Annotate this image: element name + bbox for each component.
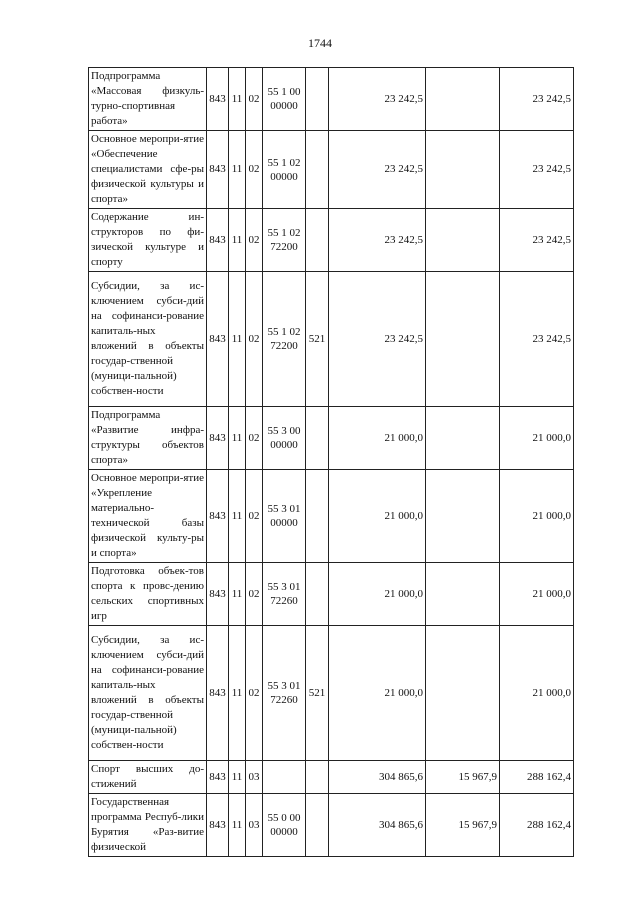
federal-amount-cell xyxy=(426,563,500,626)
name-cell: Содержание ин-структоров по фи-зической культуре и спорту xyxy=(89,209,207,272)
subsection-code-cell: 02 xyxy=(246,470,263,563)
section-code-cell: 11 xyxy=(229,626,246,761)
expense-type-cell xyxy=(306,470,329,563)
target-code-cell xyxy=(263,407,306,470)
ministry-code-cell: 843 xyxy=(207,470,229,563)
section-code-cell: 11 xyxy=(229,563,246,626)
table-row xyxy=(89,626,574,761)
subsection-code-cell: 03 xyxy=(246,761,263,794)
republic-amount-cell: 21 000,0 xyxy=(500,470,574,563)
target-code-line2: 00000 xyxy=(270,517,298,529)
table-row xyxy=(89,470,574,563)
target-code-line2: 00000 xyxy=(270,100,298,112)
target-code-line1: 55 1 02 xyxy=(267,156,301,169)
table-row xyxy=(89,794,574,857)
target-code-cell xyxy=(263,563,306,626)
ministry-code-cell: 843 xyxy=(207,131,229,209)
total-amount-cell: 304 865,6 xyxy=(329,761,426,794)
name-cell: Спорт высших до-стижений xyxy=(89,761,207,794)
target-code-cell xyxy=(263,131,306,209)
total-amount-cell: 23 242,5 xyxy=(329,131,426,209)
target-code-line2: 72260 xyxy=(270,595,298,607)
target-code-line2: 00000 xyxy=(270,170,298,183)
federal-amount-cell: 15 967,9 xyxy=(426,761,500,794)
republic-amount-cell: 23 242,5 xyxy=(500,209,574,272)
target-code-cell xyxy=(263,626,306,761)
subsection-code-cell: 03 xyxy=(246,794,263,857)
ministry-code-cell: 843 xyxy=(207,794,229,857)
table-body xyxy=(89,68,574,857)
name-cell: Подготовка объек-тов спорта к провс-дению сельских спортивных игр xyxy=(89,563,207,626)
table-row xyxy=(89,761,574,794)
republic-amount-cell: 21 000,0 xyxy=(500,626,574,761)
subsection-code-cell: 02 xyxy=(246,131,263,209)
subsection-code-cell: 02 xyxy=(246,626,263,761)
subsection-code-cell: 02 xyxy=(246,209,263,272)
federal-amount-cell xyxy=(426,209,500,272)
target-code-line1: 55 0 00 xyxy=(267,812,301,824)
expense-type-cell: 521 xyxy=(306,272,329,407)
total-amount-cell: 23 242,5 xyxy=(329,272,426,407)
expense-type-cell xyxy=(306,563,329,626)
table-row xyxy=(89,272,574,407)
section-code-cell: 11 xyxy=(229,131,246,209)
total-amount-cell: 23 242,5 xyxy=(329,209,426,272)
target-code-line1: 55 1 02 xyxy=(267,326,301,338)
table-row xyxy=(89,563,574,626)
expense-type-cell xyxy=(306,407,329,470)
section-code-cell: 11 xyxy=(229,407,246,470)
federal-amount-cell xyxy=(426,470,500,563)
target-code-line2: 00000 xyxy=(270,439,298,451)
total-amount-cell: 21 000,0 xyxy=(329,470,426,563)
federal-amount-cell xyxy=(426,407,500,470)
table-row xyxy=(89,131,574,209)
ministry-code-cell: 843 xyxy=(207,68,229,131)
federal-amount-cell xyxy=(426,68,500,131)
table-row xyxy=(89,68,574,131)
target-code-cell xyxy=(263,470,306,563)
section-code-cell: 11 xyxy=(229,209,246,272)
target-code-cell xyxy=(263,761,306,794)
name-cell: Государственная программа Респуб-лики Бурятия «Раз-витие физической xyxy=(89,794,207,857)
republic-amount-cell: 23 242,5 xyxy=(500,272,574,407)
name-cell: Основное меропри-ятие «Укрепление материально-технической базы физической культу-ры и спорта» xyxy=(89,470,207,563)
republic-amount-cell: 288 162,4 xyxy=(500,794,574,857)
target-code-cell xyxy=(263,209,306,272)
name-cell: Основное меропри-ятие «Обеспечение специалистами сфе-ры физической культуры и спорта» xyxy=(89,131,207,209)
subsection-code-cell: 02 xyxy=(246,407,263,470)
ministry-code-cell: 843 xyxy=(207,407,229,470)
federal-amount-cell xyxy=(426,131,500,209)
budget-table xyxy=(88,67,574,857)
ministry-code-cell: 843 xyxy=(207,272,229,407)
section-code-cell: 11 xyxy=(229,470,246,563)
subsection-code-cell: 02 xyxy=(246,68,263,131)
target-code-line1: 55 1 00 xyxy=(267,86,301,98)
subsection-code-cell: 02 xyxy=(246,272,263,407)
target-code-cell xyxy=(263,68,306,131)
target-code-line2: 72260 xyxy=(270,694,298,706)
expense-type-cell xyxy=(306,131,329,209)
target-code-line1: 55 3 00 xyxy=(267,425,301,437)
total-amount-cell: 23 242,5 xyxy=(329,68,426,131)
ministry-code-cell: 843 xyxy=(207,563,229,626)
ministry-code-cell: 843 xyxy=(207,209,229,272)
target-code-line1: 55 3 01 xyxy=(267,680,301,692)
target-code-line2: 72200 xyxy=(270,340,298,352)
expense-type-cell xyxy=(306,209,329,272)
section-code-cell: 11 xyxy=(229,761,246,794)
federal-amount-cell xyxy=(426,626,500,761)
target-code-line2: 72200 xyxy=(270,241,298,253)
total-amount-cell: 21 000,0 xyxy=(329,407,426,470)
target-code-line2: 00000 xyxy=(270,826,298,838)
name-cell: Подпрограмма «Развитие инфра-структуры объектов спорта» xyxy=(89,407,207,470)
ministry-code-cell: 843 xyxy=(207,761,229,794)
republic-amount-cell: 21 000,0 xyxy=(500,407,574,470)
subsection-code-cell: 02 xyxy=(246,563,263,626)
expense-type-cell: 521 xyxy=(306,626,329,761)
name-cell: Подпрограмма «Массовая физкуль-турно-спортивная работа» xyxy=(89,68,207,131)
section-code-cell: 11 xyxy=(229,68,246,131)
target-code-line1: 55 3 01 xyxy=(267,503,301,515)
federal-amount-cell: 15 967,9 xyxy=(426,794,500,857)
page-number: 1744 xyxy=(308,36,332,50)
republic-amount-cell: 21 000,0 xyxy=(500,563,574,626)
name-cell: Субсидии, за ис-ключением субси-дий на софинанси-рование капиталь-ных вложений в объекты государ-ственной (муници-пальной) собствен-ности xyxy=(89,272,207,407)
target-code-cell xyxy=(263,794,306,857)
total-amount-cell: 21 000,0 xyxy=(329,626,426,761)
federal-amount-cell xyxy=(426,272,500,407)
ministry-code-cell: 843 xyxy=(207,626,229,761)
target-code-line1: 55 3 01 xyxy=(267,581,301,593)
expense-type-cell xyxy=(306,761,329,794)
table-row xyxy=(89,407,574,470)
name-cell: Субсидии, за ис-ключением субси-дий на софинанси-рование капиталь-ных вложений в объекты государ-ственной (муници-пальной) собствен-ности xyxy=(89,626,207,761)
table-row xyxy=(89,209,574,272)
republic-amount-cell: 23 242,5 xyxy=(500,68,574,131)
target-code-cell xyxy=(263,272,306,407)
republic-amount-cell: 23 242,5 xyxy=(500,131,574,209)
republic-amount-cell: 288 162,4 xyxy=(500,761,574,794)
expense-type-cell xyxy=(306,68,329,131)
section-code-cell: 11 xyxy=(229,272,246,407)
total-amount-cell: 21 000,0 xyxy=(329,563,426,626)
expense-type-cell xyxy=(306,794,329,857)
section-code-cell: 11 xyxy=(229,794,246,857)
total-amount-cell: 304 865,6 xyxy=(329,794,426,857)
target-code-line1: 55 1 02 xyxy=(267,227,301,239)
